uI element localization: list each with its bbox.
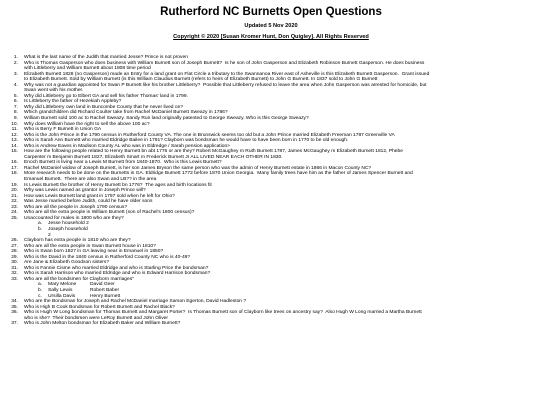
question-text: Is Lewis Burnett the brother of Henry Burnett bn 1776? The ages and birth locations fit bbox=[24, 182, 212, 188]
question-number: 34. bbox=[11, 299, 18, 305]
question-text: Who are the Bondsman for Joseph and Rachel McDaniel marriage Sarson Egerton, David Hadleston ? bbox=[24, 299, 247, 305]
question-text: Is Littleberry the father of Hezekiah Appleby? bbox=[24, 99, 122, 105]
question-number: 28. bbox=[11, 249, 18, 255]
question-text: Enoch Burnett is living near a Lewis M Burnett from 1840-1870. Who is this Lewis Burnett? bbox=[24, 160, 222, 166]
question-number: 19. bbox=[11, 182, 18, 188]
question-number: 11. bbox=[11, 127, 18, 133]
question-number: 26. bbox=[11, 238, 18, 244]
question-item bbox=[10, 83, 532, 94]
question-text: Who are all the extra people in Swan Burnett house in 1810? bbox=[24, 243, 156, 249]
question-item bbox=[10, 310, 532, 321]
question-item bbox=[10, 61, 532, 72]
question-text: Who is the David in the 1840 census in Rutherford County NC who is 40-49? bbox=[24, 254, 191, 260]
question-number: 23. bbox=[11, 204, 18, 210]
sub-item-letter: a. bbox=[38, 282, 43, 288]
question-text: Why did Littleberry own land in Buncombe County that he never lived on? bbox=[24, 104, 184, 110]
updated-date: Updated 5 Nov 2020 bbox=[244, 23, 298, 29]
question-text: Was Jesse married before Judith, could he have older sons bbox=[24, 199, 153, 205]
question-text: Why was not a guardian appointed for Swan P Burnett like his brother Littleberry? Possible that Littleberry refused to leave the area when John Gasperson was arrested for homicide, but Swan went with his mother. bbox=[24, 82, 427, 94]
page-title: Rutherford NC Burnetts Open Questions bbox=[160, 6, 382, 18]
question-number: 6. bbox=[13, 99, 18, 105]
question-text: Who is Andrew Eaves in Madison County AL who was in Eldredge / Sarah pension application> bbox=[24, 143, 231, 149]
question-text: Who is High B Cook Bondsman for Robert Burnett and Rachel Black? bbox=[24, 304, 175, 310]
question-number: 12. bbox=[11, 132, 18, 138]
question-text: How was Lewis Burnett land grant in 1797 sold when he left for Ohio? bbox=[24, 193, 175, 199]
question-number: 17. bbox=[11, 165, 18, 171]
question-text: William Burnett sold 100 ac to Rachel Sweazy. Sandy Run land originally patented to George Sweazy. Who is this George Sweazy? bbox=[24, 116, 309, 122]
sub-item-letter: b. bbox=[38, 287, 43, 293]
sub-item-letter: a. bbox=[38, 221, 43, 227]
question-text: Why does William have the right to sell the above 100 ac? bbox=[24, 121, 150, 127]
question-number: 37. bbox=[11, 321, 18, 327]
question-number: 29. bbox=[11, 254, 18, 260]
question-text: Who is John Melton bondsman for Elizabeth Baker and William Burnett? bbox=[24, 321, 181, 327]
question-number: 24. bbox=[11, 210, 18, 216]
question-text: More research needs to be done on the Burnetts in GA. Eldridge Burnett 1772 before 1870 Union Georgia. Many family trees have him as the father of James Spencer Burnett and Emanuel Burnett. There are also Swan and LB?? in the area bbox=[24, 171, 413, 183]
question-text: Which grandchildren did Richard Coulter take from Rachel McDaniel Burnett Sweazy in 1786? bbox=[24, 110, 228, 116]
sub-item-bondsman: Robert Baber bbox=[90, 287, 120, 293]
sub-item-name: Mary Melone bbox=[48, 282, 77, 288]
question-text: Who are all the bondsmen for Clayborn marriages" bbox=[24, 276, 134, 282]
question-text: Who is the John Prince in the 1790 census in Rutherford County VA. The one in Brunswick seems too old but a John Prince married Elizabeth Freeman 1787 Greenville VA bbox=[24, 132, 395, 138]
document-page bbox=[0, 6, 540, 411]
question-number: 21. bbox=[11, 193, 18, 199]
question-number: 13. bbox=[11, 138, 18, 144]
sub-item-letter: c. bbox=[38, 293, 42, 299]
question-number: 22. bbox=[11, 199, 18, 205]
sub-item-bondsman: Henry Burnett bbox=[90, 293, 121, 299]
question-number: 33. bbox=[11, 276, 18, 282]
copyright-notice: Copyright © 2020 [Susan Kromer Hunt, Don Quigley]. All Rights Reserved bbox=[173, 34, 369, 40]
question-number: 25. bbox=[11, 215, 18, 221]
question-text: Rachel McDaniel widow of Joseph Burnett, is her son James Bryson the same person who was the admin of Henry Burnett estate in 1866 in Macon County NC? bbox=[24, 165, 372, 171]
question-number: 14. bbox=[11, 143, 18, 149]
question-text: Who is Hugh W Long bondsman for Thomas Burnett and Margaret Porter? Is Thomas Burnett son of Clayborn like trees on ancestry say? Also Hugh W Long married a Martha Burnett who is she? Their bondsmen were LeRoy Burnett and John Oliver bbox=[24, 310, 422, 321]
question-item bbox=[10, 149, 532, 160]
question-number: 9. bbox=[13, 116, 18, 122]
question-number: 32. bbox=[11, 271, 18, 277]
question-number: 5. bbox=[13, 93, 18, 99]
question-text: Who are all the extra people in William Burnett (son of Rachel's 1800 census)? bbox=[24, 210, 195, 216]
question-text: Who is Fannie Cisme who married Eldridge and who is Starling Price the bondsman? bbox=[24, 265, 209, 271]
question-text: Who is Sarah Ann Burnett who married Eldridge Bailee in 1791? Clayborn was bondsman he would have to have been born in 1770 to be old enough. bbox=[24, 138, 349, 144]
question-item bbox=[10, 321, 532, 327]
question-number: 2. bbox=[13, 60, 18, 66]
question-number: 36. bbox=[11, 310, 18, 316]
sub-item-letter: b. bbox=[38, 226, 43, 232]
question-number: 35. bbox=[11, 304, 18, 310]
question-text: Who is Thomas Gasperson who does business with William Burnett son of Joseph Burnett? Is he son of John Gasperson and Elizabeth Robinson Burnett Gasperson. He does business with Littleberry and William Burnett about 1808 time period bbox=[24, 60, 425, 72]
question-number: 4. bbox=[13, 82, 18, 88]
sub-item-name: Ursilla Davis bbox=[48, 293, 76, 299]
question-number: 27. bbox=[11, 243, 18, 249]
question-text: Who is Swan born 1827 in GA leaving near in Emanuel in 1850? bbox=[24, 249, 164, 255]
question-text: Unaccounted for males in 1800 who are they? bbox=[24, 215, 124, 221]
question-number: 20. bbox=[11, 188, 18, 194]
question-text: Why did Littleberry go to Elbert GA and sell his father Thomas' land in 1799. bbox=[24, 93, 188, 99]
sub-item-name: Jesse household 2 bbox=[48, 221, 89, 227]
question-item bbox=[10, 72, 532, 83]
question-text: Why was Lewis named as grantor in Joseph Prince will? bbox=[24, 188, 146, 194]
question-text: Who is Sarah Harrison who married Eldridge and who is Edward Harrison bondsman? bbox=[24, 271, 211, 277]
question-number: 18. bbox=[11, 171, 18, 177]
question-item bbox=[10, 171, 532, 182]
question-text: How are the following people related to Henry Burnett bn abt 1776 or are they? Robert McGaughey m Ruth Burnett 1787, James McGaughey m Elizabeth Burnett 1812, Phebe Carpenter m Benjamin Burnett 1827, Elizabeth Smart m Frederick Burnett Jr ALL LIVED NEAR EACH OTHER IN 1830. bbox=[24, 149, 403, 160]
question-text: What is the last name of the Judith that married Jesse? Prince is not proven bbox=[24, 55, 188, 60]
question-number: 30. bbox=[11, 260, 18, 266]
question-number: 10. bbox=[11, 121, 18, 127]
question-number: 1. bbox=[13, 55, 18, 60]
question-text: Who are all the people in Joseph 1790 census? bbox=[24, 204, 128, 210]
question-list bbox=[10, 55, 532, 327]
sub-item-name: Sally Lewis bbox=[48, 287, 73, 293]
question-text: Elizabeth Burnett 1828 (no Gasperson) made an Entry for a land grant on Flat Circle a tributary to the Swannanoa River east of Asheville is this Elizabeth Burnett Gasperson. Grant issued to Elizabeth Burnett. Sold by William Burnett (is this William Claudius Burnett (refers to heirs of Elizabeth Burnett) to John G Burnett. In 1837 sold to John G Burnett bbox=[24, 71, 430, 83]
question-number: 31. bbox=[11, 265, 18, 271]
sub-item-name: Joseph household 2 bbox=[48, 226, 88, 238]
question-number: 15. bbox=[11, 149, 18, 155]
question-text: Clayborn has extra people in 1810 who are they? bbox=[24, 238, 131, 244]
question-number: 8. bbox=[13, 110, 18, 116]
question-text: Who is Berry F Burnett in Union GA bbox=[24, 127, 102, 133]
question-number: 7. bbox=[13, 104, 18, 110]
question-number: 3. bbox=[13, 71, 18, 77]
question-text: Are Jane & Elizabeth Goodson sisters? bbox=[24, 260, 110, 266]
question-number: 16. bbox=[11, 160, 18, 166]
sub-item bbox=[10, 227, 532, 238]
sub-item-bondsman: David Geer bbox=[90, 282, 115, 288]
